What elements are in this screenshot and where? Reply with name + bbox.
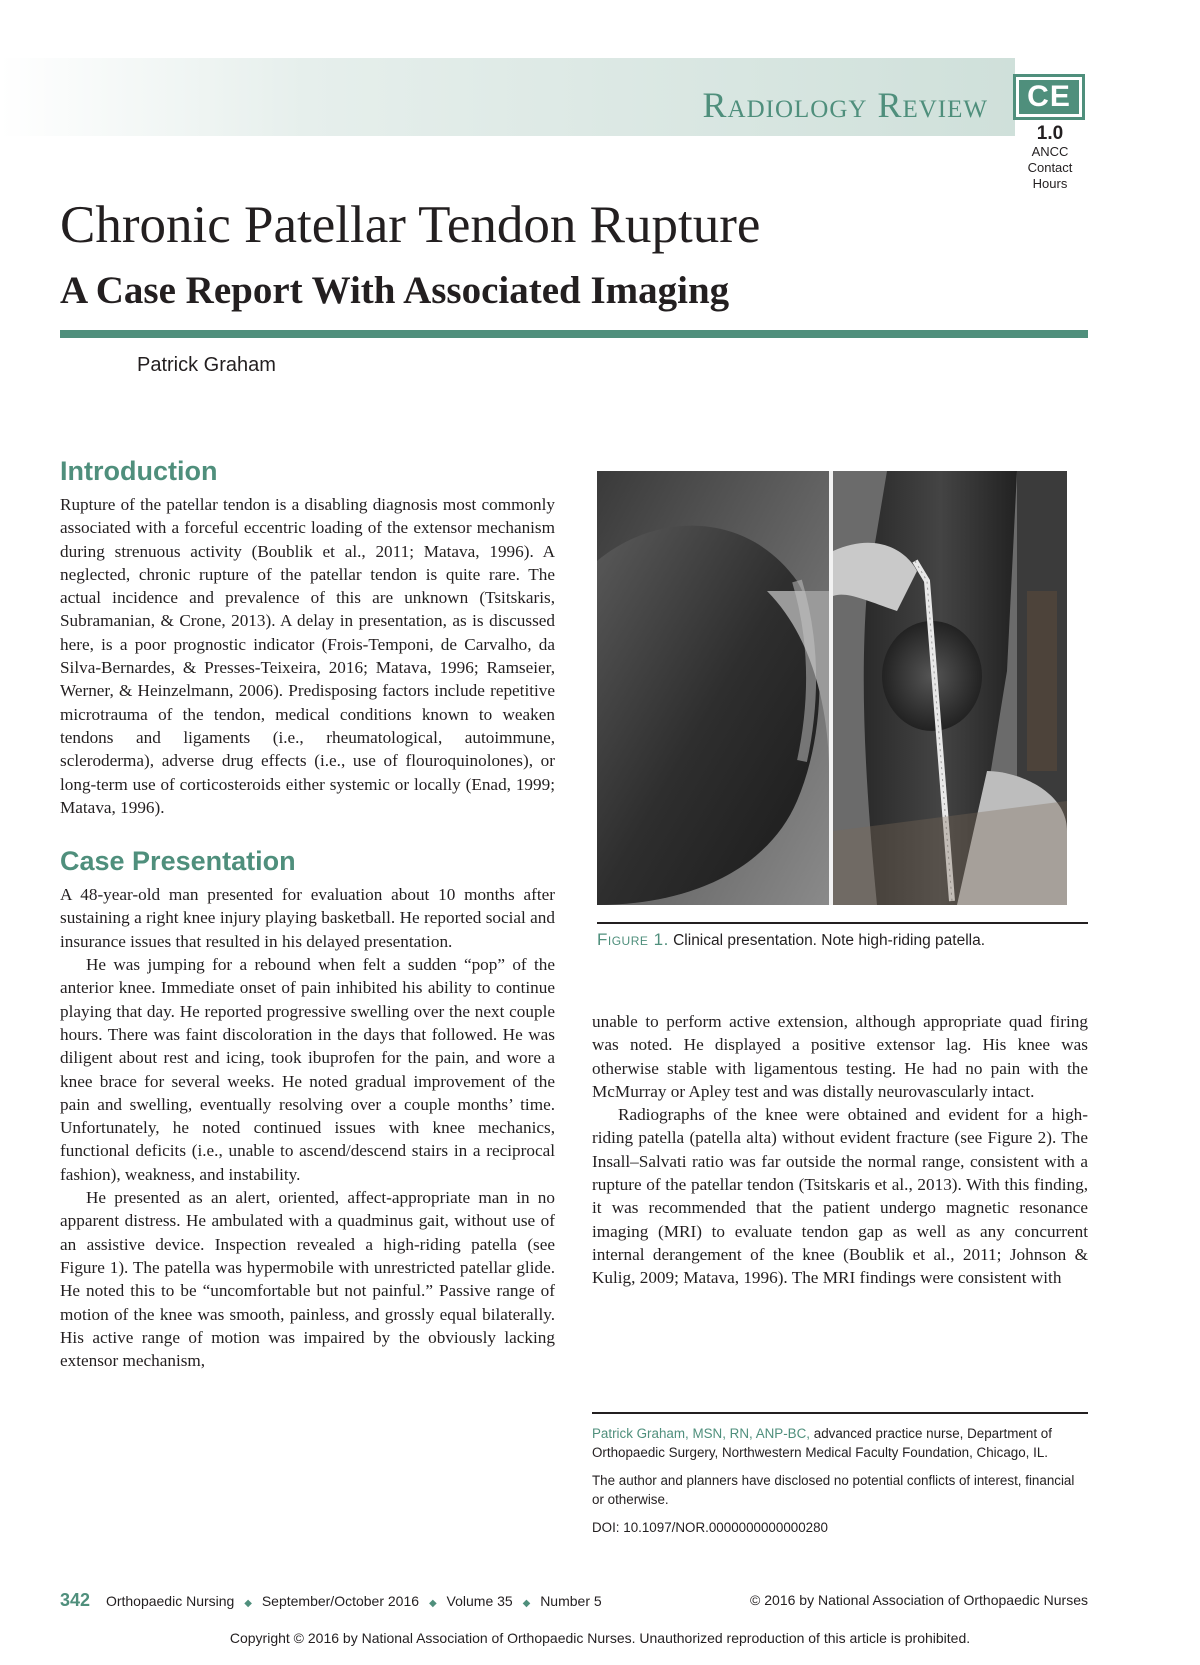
- publisher-notice: © 2016 by National Association of Orthopaedic Nurses: [750, 1592, 1088, 1608]
- ce-credit-unit-1: ANCC: [1031, 144, 1069, 159]
- introduction-paragraph: Rupture of the patellar tendon is a disabling diagnosis most commonly associated with a forceful eccentric loading of the extensor mechanism during strenuous activity (Boublik et al., 2011; Matava, 1996). A neglected, chronic rupture of the patellar tendon is quite rare. The actual incidence and prevalence of this are unknown (Tsitskaris, Subramanian, & Crone, 2013). A delay in presentation, as is discussed here, is a poor prognostic indicator (Frois-Temponi, de Carvalho, da Silva-Bernardes, & Presses-Teixeira, 2016; Matava, 1996; Ramseier, Werner, & Heinzelmann, 2006). Predisposing factors include repetitive microtrauma of the tendon, medical conditions known to weaken tendons and ligaments (i.e., rheumatological, autoimmune, scleroderma), adverse drug effects (i.e., use of flouroquinolones), or long-term use of corticosteroids either systemic or locally (Enad, 1999; Matava, 1996).: [60, 495, 555, 817]
- page-number: 342: [60, 1590, 91, 1610]
- separator-icon: ◆: [522, 1598, 531, 1609]
- ce-badge: [1013, 74, 1085, 120]
- ce-credit-value: 1.0: [1036, 123, 1064, 144]
- case-paragraph-3: He presented as an alert, oriented, affect-appropriate man in no apparent distress. He ambulated with a quadminus gait, without use of an assistive device. Inspection revealed a high-riding patella (see Figure 1). The patella was hypermobile with unrestricted patellar glide. He noted this to be “uncomfortable but not painful.” Passive range of motion of the knee was smooth, painless, and grossly equal bilaterally. His active range of motion was impaired by the obviously lacking extensor mechanism,: [60, 1188, 555, 1371]
- section-label: Radiology Review: [702, 85, 988, 125]
- case-paragraph-2: He was jumping for a rebound when felt a sudden “pop” of the anterior knee. Immediate onset of pain inhibited his ability to continue playing that day. He reported progressive swelling over the next couple hours. There was faint discoloration in the days that followed. He was diligent about rest and icing, took ibuprofen for the pain, and wore a knee brace for several weeks. He noted gradual improvement of the pain and swelling, eventually resolving over a couple months’ time. Unfortunately, he noted continued issues with knee mechanics, functional deficits (i.e., unable to ascend/descend stairs in a reciprocal fashion), weakness, and instability.: [60, 955, 555, 1184]
- issue-number: Number 5: [540, 1593, 602, 1609]
- author-affiliation: [592, 1424, 1088, 1546]
- right-paragraph-2: Radiographs of the knee were obtained and evident for a high-riding patella (patella alta) without evident fracture (see Figure 2). The Insall–Salvati ratio was far outside the normal range, consistent with a rupture of the patellar tendon (Tsitskaris et al., 2013). With this finding, it was recommended that the patient undergo magnetic resonance imaging (MRI) to evaluate tendon gap as well as any concurrent internal derangement of the knee (Boublik et al., 2011; Johnson & Kulig, 2009; Matava, 1996). The MRI findings were consistent with: [592, 1105, 1088, 1288]
- volume: Volume 35: [446, 1593, 513, 1609]
- figure-caption-rule: [597, 922, 1088, 924]
- footer-left: [60, 1590, 602, 1611]
- left-column: [60, 455, 555, 1372]
- title-divider: [60, 330, 1088, 338]
- ce-badge-text: CE: [1019, 80, 1079, 114]
- separator-icon: ◆: [428, 1598, 437, 1609]
- introduction-heading: Introduction: [60, 456, 218, 486]
- article-subtitle: A Case Report With Associated Imaging: [60, 269, 730, 312]
- disclosure-statement: The author and planners have disclosed no potential conflicts of interest, financial or otherwise.: [592, 1473, 1075, 1507]
- figure-1-photo: [597, 471, 1067, 905]
- knee-photo-illustration: [597, 471, 1067, 905]
- affiliation-name: Patrick Graham, MSN, RN, ANP-BC,: [592, 1426, 811, 1441]
- case-paragraph-1: A 48-year-old man presented for evaluation about 10 months after sustaining a right knee injury playing basketball. He reported social and insurance issues that resulted in his delayed presentation.: [60, 885, 555, 951]
- journal-name: Orthopaedic Nursing: [105, 1593, 235, 1609]
- figure-1-caption-text: Clinical presentation. Note high-riding patella.: [673, 932, 986, 949]
- author-name: Patrick Graham: [137, 354, 276, 376]
- affiliation-rule: [592, 1412, 1088, 1414]
- right-column: [592, 1010, 1088, 1290]
- separator-icon: ◆: [244, 1598, 252, 1609]
- ce-credit: [1012, 124, 1088, 192]
- issue-date: September/October 2016: [261, 1593, 420, 1609]
- case-presentation-heading: Case Presentation: [60, 846, 296, 877]
- ce-credit-unit-3: Hours: [1032, 176, 1068, 191]
- copyright-notice: Copyright © 2016 by National Association of Orthopaedic Nurses. Unauthorized reproduction of this article is prohibited.: [229, 1630, 971, 1646]
- right-paragraph-1: unable to perform active extension, although appropriate quad firing was noted. He displayed a positive extensor lag. His knee was otherwise stable with ligamentous testing. He had no pain with the McMurray or Apley test and was distally neurovascularly intact.: [592, 1012, 1088, 1101]
- page-footer: [60, 1590, 1088, 1614]
- article-title: Chronic Patellar Tendon Rupture: [60, 196, 761, 254]
- ce-credit-unit-2: Contact: [1027, 160, 1073, 175]
- affiliation-line: [592, 1424, 1088, 1462]
- figure-1-label: Figure 1.: [597, 930, 669, 949]
- figure-1-caption: [597, 930, 985, 950]
- doi: DOI: 10.1097/NOR.0000000000000280: [592, 1520, 829, 1535]
- affiliation-role: advanced practice nurse, Department of Orthopaedic Surgery, Northwestern Medical Faculty Foundation, Chicago, IL.: [592, 1426, 1052, 1460]
